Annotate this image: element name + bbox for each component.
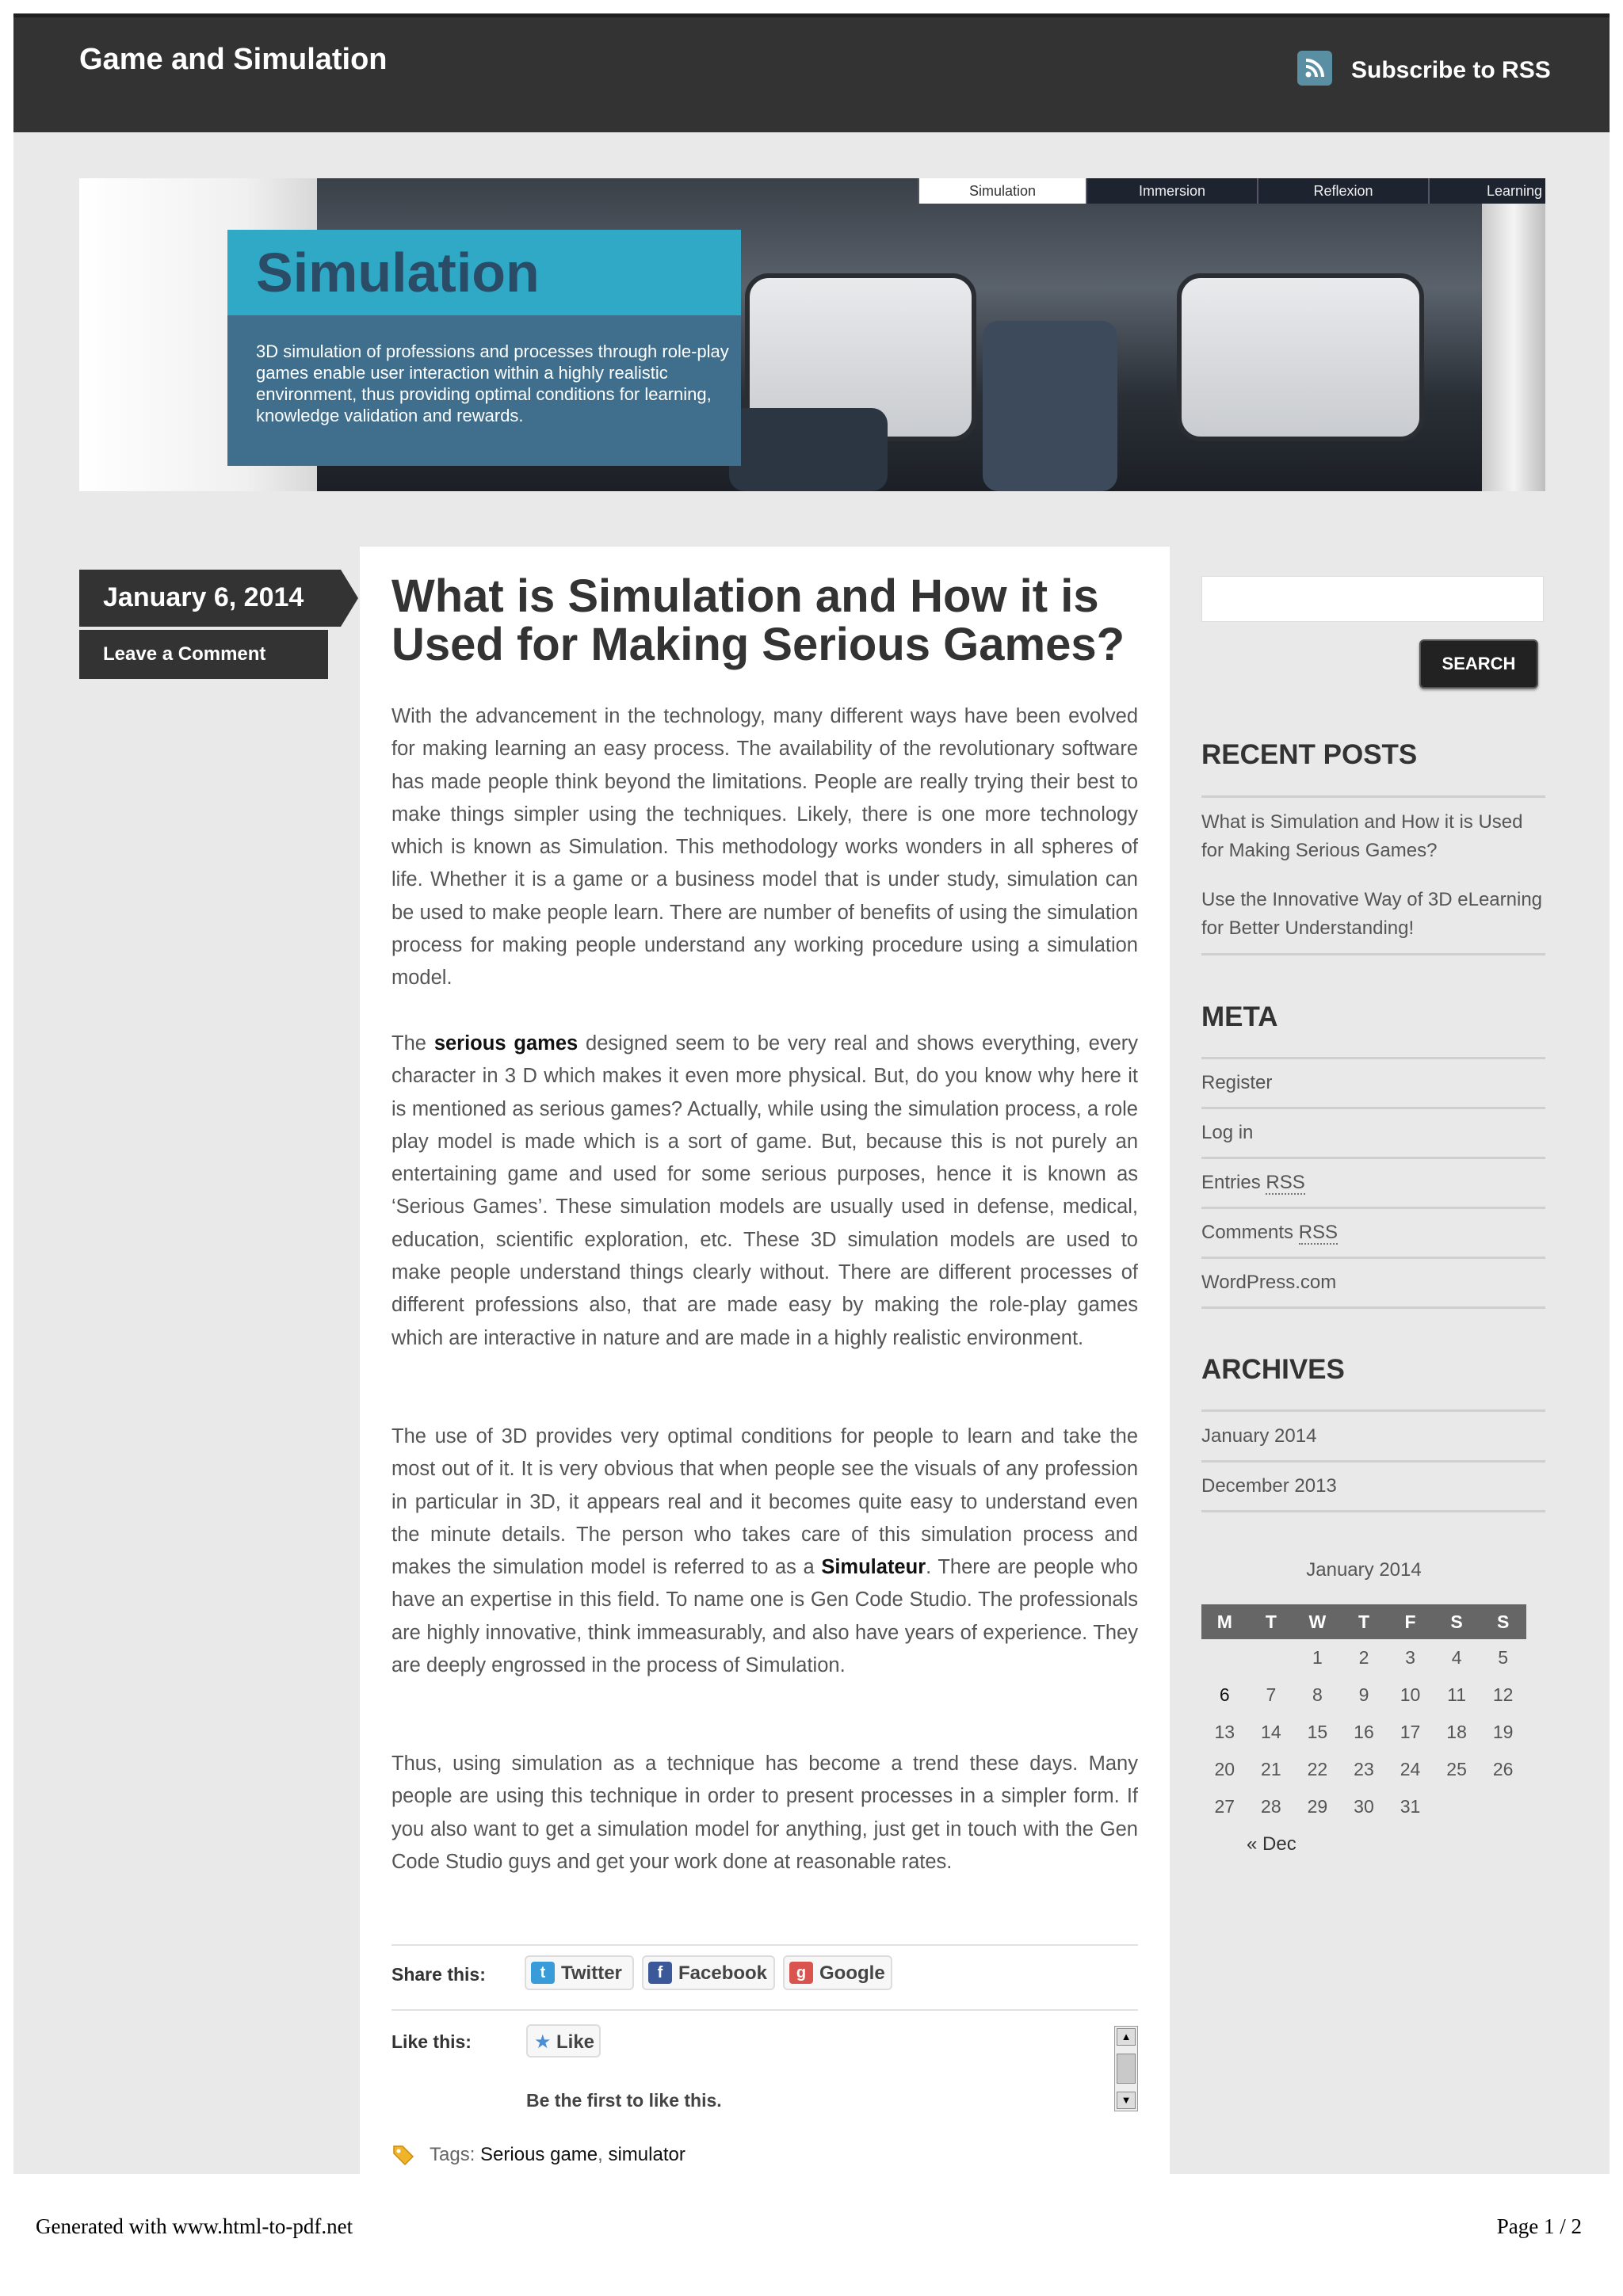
meta-heading: META (1201, 1001, 1278, 1032)
calendar-header (1201, 1604, 1526, 1639)
post-paragraph-4: Thus, using simulation as a technique has become a trend these days. Many people are using this technique in order to present processes in a simpler form. If you also want to get a simulation model for anything, just get in touch with the Gen Code Studio guys and get your work done at reasonable rates. (391, 1753, 1138, 1873)
tag-link[interactable]: simulator (608, 2144, 685, 2165)
calendar-day: 30 (1354, 1796, 1374, 1817)
divider (1201, 1409, 1545, 1412)
comments-rss-link[interactable]: Comments RSS (1201, 1222, 1338, 1243)
divider (1201, 1257, 1545, 1259)
divider (1201, 1460, 1545, 1463)
calendar-day: 11 (1447, 1684, 1467, 1705)
recent-post-link[interactable]: Use the Innovative Way of 3D eLearning for Better Understanding! (1201, 889, 1543, 939)
calendar-day: 15 (1307, 1722, 1328, 1742)
calendar-week (1201, 1796, 1526, 1817)
calendar-day-header: T (1358, 1611, 1369, 1632)
rss-icon[interactable] (1297, 51, 1332, 86)
calendar-day: 5 (1498, 1647, 1509, 1668)
calendar-day: 12 (1492, 1684, 1514, 1705)
scroll-down-icon[interactable]: ▼ (1117, 2092, 1136, 2109)
serious-games-link[interactable]: serious games (433, 1032, 579, 1055)
post-title[interactable]: What is Simulation and How it is Used for Making Serious Games? (391, 570, 1125, 670)
recent-posts-heading: RECENT POSTS (1201, 739, 1418, 770)
calendar-day: 24 (1400, 1759, 1421, 1779)
calendar-day: 4 (1451, 1647, 1462, 1668)
post-tags: Tags: Serious game, simulator (430, 2144, 685, 2165)
calendar-day-post-link[interactable]: 6 (1219, 1684, 1230, 1705)
archive-link[interactable]: December 2013 (1201, 1475, 1337, 1497)
calendar-day: 20 (1214, 1759, 1235, 1779)
calendar-week (1201, 1759, 1526, 1780)
calendar-day-header: F (1404, 1611, 1416, 1632)
divider (1201, 1510, 1545, 1512)
search-button[interactable]: SEARCH (1419, 639, 1538, 688)
calendar-day: 25 (1446, 1759, 1467, 1779)
banner-tab[interactable]: Learning (1428, 178, 1545, 204)
calendar-day: 19 (1492, 1722, 1514, 1742)
calendar-day (1434, 1796, 1480, 1817)
divider (1201, 795, 1545, 798)
banner-panel (227, 230, 741, 466)
wordpress-link[interactable]: WordPress.com (1201, 1272, 1337, 1293)
google-share-button[interactable]: g Google (783, 1955, 892, 1990)
divider (1201, 1306, 1545, 1309)
calendar-day: 8 (1312, 1684, 1323, 1705)
twitter-share-button[interactable]: t Twitter (525, 1955, 634, 1990)
leave-comment-badge[interactable] (79, 630, 328, 679)
header-banner (79, 178, 1545, 491)
banner-panel-text: 3D simulation of professions and processes through role-play games enable user interaction within a highly realistic environment, thus providing optimal conditions for learning, knowledge validation and rewards. (256, 341, 729, 425)
entries-rss-link[interactable]: Entries RSS (1201, 1172, 1305, 1193)
pdf-footer-generated: Generated with www.html-to-pdf.net (36, 2214, 353, 2238)
calendar-day (1201, 1647, 1248, 1669)
site-title[interactable]: Game and Simulation (79, 43, 388, 76)
calendar-day-header: M (1216, 1611, 1232, 1632)
facebook-icon: f (648, 1962, 672, 1984)
calendar-day: 18 (1446, 1722, 1467, 1742)
scroll-thumb[interactable] (1117, 2054, 1136, 2084)
archives-heading: ARCHIVES (1201, 1354, 1345, 1385)
calendar-day: 17 (1400, 1722, 1421, 1742)
calendar-day (1480, 1796, 1526, 1817)
banner-tabs (918, 178, 1545, 204)
calendar-day-header: S (1450, 1611, 1463, 1632)
site-header (13, 13, 1610, 132)
divider (391, 2009, 1138, 2011)
calendar-day: 14 (1261, 1722, 1281, 1742)
divider (1201, 1107, 1545, 1109)
calendar-day: 23 (1354, 1759, 1374, 1779)
calendar-day: 2 (1358, 1647, 1369, 1668)
like-label: Like this: (391, 2031, 472, 2052)
post-paragraph-3: The use of 3D provides very optimal conditions for people to learn and take the most out of it. It is very obvious that when people see the visuals of any profession in particular in 3D, it appears real and it becomes quite easy to understand even the minute details. The person who takes care of this simulation process and makes the simulation model is referred to as a Simulateur. There are people who have an expertise in this field. To name one is Gen Code Studio. The professionals are highly innovative, think immeasurably, and also have years of experience. They are deeply engrossed in the process of Simulation. (391, 1425, 1138, 1677)
post-date-badge (79, 570, 341, 627)
google-plus-icon: g (789, 1962, 813, 1984)
date-arrow (341, 570, 358, 627)
calendar-day: 31 (1400, 1796, 1421, 1817)
calendar-week (1201, 1684, 1526, 1706)
calendar-day: 22 (1307, 1759, 1328, 1779)
first-like-text: Be the first to like this. (526, 2090, 722, 2111)
simulateur-link[interactable]: Simulateur (821, 1556, 926, 1579)
subscribe-rss-link[interactable]: Subscribe to RSS (1351, 57, 1551, 83)
leave-comment-link[interactable]: Leave a Comment (103, 643, 266, 665)
calendar-day: 26 (1492, 1759, 1514, 1779)
calendar-week (1201, 1647, 1526, 1669)
twitter-icon: t (531, 1962, 555, 1984)
calendar-day: 13 (1214, 1722, 1235, 1742)
calendar-day: 10 (1400, 1684, 1421, 1705)
register-link[interactable]: Register (1201, 1072, 1273, 1093)
post-paragraph-2: The serious games designed seem to be very real and shows everything, every character in 3 D which makes it even more physical. But, do you know why here it is mentioned as serious games? Actually, while using the simulation process, a role play model is made which is a sort of game. But, because this is not purely an entertaining game and used for some serious purposes, hence it is known as ‘Serious Games’. These simulation models are usually used in defense, medical, education, scientific exploration, etc. These 3D simulation models are used to make people understand things clearly without. There are different processes of different professions also, that are made easy by making the role-play games which are interactive in nature and are made in a highly realistic environment. (391, 1032, 1138, 1349)
calendar-day (1248, 1647, 1295, 1669)
scroll-up-icon[interactable]: ▲ (1117, 2028, 1136, 2046)
post-date: January 6, 2014 (103, 582, 304, 612)
calendar-day: 27 (1214, 1796, 1235, 1817)
calendar-day: 16 (1354, 1722, 1374, 1742)
star-icon: ★ (534, 2031, 552, 2053)
calendar-caption: January 2014 (1306, 1559, 1422, 1581)
tag-icon (391, 2143, 415, 2167)
like-button[interactable]: ★ Like (526, 2024, 601, 2058)
banner-panel-title: Simulation (256, 242, 540, 303)
calendar-day: 28 (1261, 1796, 1281, 1817)
calendar-prev-link[interactable]: « Dec (1247, 1833, 1296, 1855)
like-frame-scrollbar[interactable] (1114, 2026, 1138, 2111)
banner-tab[interactable]: Immersion (1086, 178, 1257, 204)
recent-post-link[interactable]: What is Simulation and How it is Used for Making Serious Games? (1201, 811, 1523, 861)
divider (1201, 1207, 1545, 1209)
calendar-day: 3 (1405, 1647, 1415, 1668)
tag-link[interactable]: Serious game (480, 2144, 598, 2165)
calendar-day: 21 (1261, 1759, 1281, 1779)
pdf-footer-page: Page 1 / 2 (1496, 2214, 1582, 2238)
divider (1201, 953, 1545, 955)
calendar-day: 29 (1307, 1796, 1328, 1817)
calendar-day-header: S (1496, 1611, 1510, 1632)
divider (1201, 1057, 1545, 1059)
calendar-day: 1 (1312, 1647, 1323, 1668)
facebook-share-button[interactable]: f Facebook (642, 1955, 775, 1990)
calendar-day-header: T (1265, 1611, 1277, 1632)
archive-link[interactable]: January 2014 (1201, 1425, 1317, 1447)
banner-tab[interactable]: Reflexion (1257, 178, 1428, 204)
banner-tab[interactable]: Simulation (918, 178, 1086, 204)
calendar-day: 9 (1358, 1684, 1369, 1705)
calendar-week (1201, 1722, 1526, 1743)
share-label: Share this: (391, 1964, 486, 1985)
divider (391, 1944, 1138, 1946)
login-link[interactable]: Log in (1201, 1122, 1254, 1143)
search-input[interactable] (1201, 576, 1544, 622)
post-paragraph-1: With the advancement in the technology, many different ways have been evolved for making learning an easy process. The availability of the revolutionary software has made people think beyond the limitations. People are really trying their best to make things simpler using the techniques. Likely, there is one more technology which is known as Simulation. This methodology works wonders in all spheres of life. Whether it is a game or a business model that is under study, simulation can be used to make people learn. There are number of benefits of using the simulation process for making people understand any working procedure using a simulation model. (391, 705, 1138, 990)
calendar-day: 7 (1266, 1684, 1277, 1705)
calendar-day-header: W (1308, 1611, 1327, 1632)
divider (1201, 1157, 1545, 1159)
